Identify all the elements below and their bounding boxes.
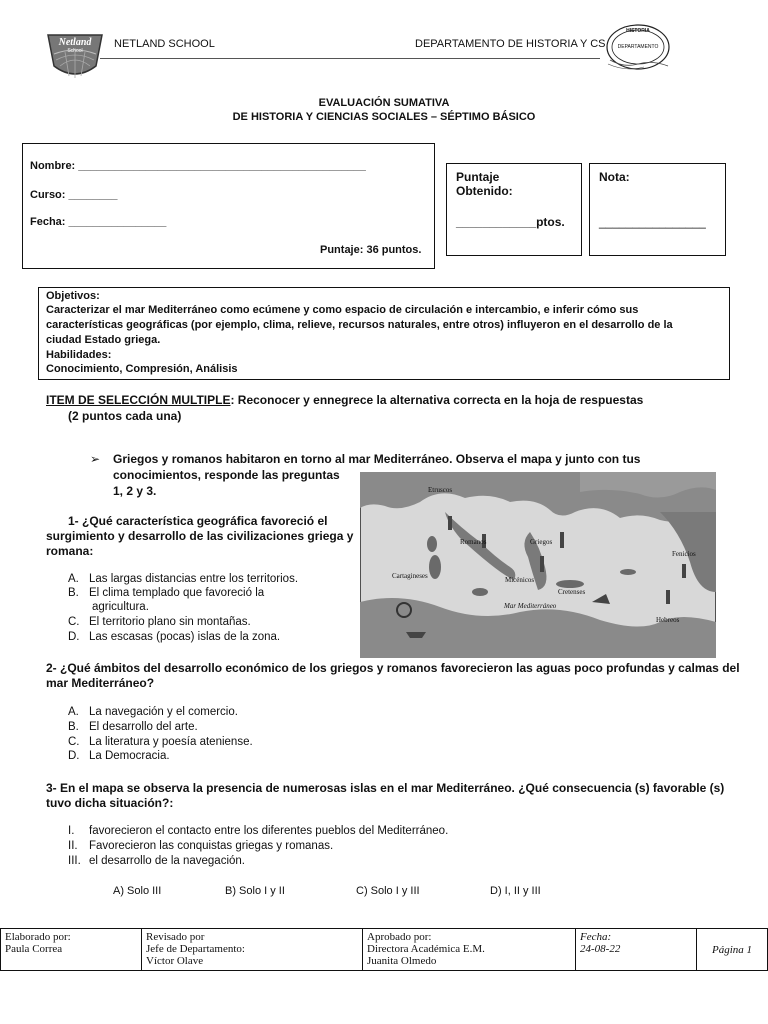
option-text: La literatura y poesía ateniense. [89,736,253,748]
grade-blank[interactable]: ________________ [599,215,706,229]
map-label-cartagineses: Cartagineses [392,572,428,580]
intro-line1: Griegos y romanos habitaron en torno al mar Mediterráneo. Observa el mapa y junto con tus [113,452,641,466]
elaborated-cell [1,929,142,971]
section-points: (2 puntos cada una) [68,409,182,423]
approved-name: Juanita Olmedo [367,955,437,967]
approved-role: Directora Académica E.M. [367,943,485,955]
option-text: La navegación y el comercio. [89,706,238,718]
exam-title-line1: EVALUACIÓN SUMATIVA [318,97,450,109]
objectives-line1: Caracterizar el mar Mediterráneo como ecúmene y como espacio de circulación e intercambio, e inferir cómo sus [46,304,639,316]
approval-footer [0,928,768,971]
q2-line2: mar Mediterráneo? [46,676,155,690]
name-field[interactable]: Nombre: _______________________________________________ [30,160,366,172]
section-title: ITEM DE SELECCIÓN MULTIPLE [46,393,231,407]
exam-title-line2: DE HISTORIA Y CIENCIAS SOCIALES – SÉPTIMO BÁSICO [232,111,536,123]
option-key: C. [68,736,80,748]
q1-line3: romana: [46,544,94,558]
logo-subtext: School [67,48,83,54]
option-text: El territorio plano sin montañas. [89,616,251,628]
map-label-mar-mediterraneo: Mar Mediterráneo [504,602,557,610]
q3-line2: tuvo dicha situación?: [46,796,174,810]
q1-line1: 1- ¿Qué característica geográfica favoreció el [68,514,328,528]
date-label: Fecha: [580,931,612,943]
approved-cell [363,929,576,971]
score-label-1: Puntaje [456,170,500,184]
option-text: El clima templado que favoreció la [89,587,265,599]
logo-text: Netland [58,37,92,48]
school-name: NETLAND SCHOOL [114,38,215,50]
total-points: Puntaje: 36 puntos. [320,244,422,256]
statement-text: favorecieron el contacto entre los diferentes pueblos del Mediterráneo. [89,825,449,837]
map-graphic [360,472,716,658]
statement-key: I. [68,825,75,837]
reviewed-label: Revisado por [146,931,205,943]
course-field[interactable]: Curso: ________ [30,189,118,201]
date-field[interactable]: Fecha: ________________ [30,216,167,228]
option-text: agricultura. [92,601,149,613]
mediterranean-map [360,472,716,658]
seal-middle-text: DEPARTAMENTO [617,44,659,50]
statement-key: III. [68,855,81,867]
option-key: D. [68,631,80,643]
seal-top-text: HISTORIA [626,28,650,34]
reviewed-cell [142,929,363,971]
school-logo [46,32,104,82]
option-text: La Democracia. [89,750,170,762]
elaborated-label: Elaborado por: [5,931,71,943]
reviewed-name: Víctor Olave [146,955,204,967]
q3-answer-b[interactable]: B) Solo I y II [225,885,285,897]
q3-line1: 3- En el mapa se observa la presencia de numerosas islas en el mar Mediterráneo. ¿Qué consecuencia (s) favorable (s) [46,781,725,795]
department-seal [604,22,672,72]
map-label-romanos: Romanos [460,538,487,546]
map-label-etruscos: Etruscos [428,486,453,494]
section-heading [46,393,643,407]
statement-text: Favorecieron las conquistas griegas y romanas. [89,840,334,852]
header-divider [100,58,600,59]
page-cell [697,929,768,971]
q1-line2: surgimiento y desarrollo de las civilizaciones griega y [46,529,354,543]
map-label-cretenses: Cretenses [558,588,586,596]
objectives-line2: características geográficas (por ejemplo, clima, relieve, recursos naturales, entre otros) influyeron en el desarrollo de la [46,319,673,331]
objectives-line3: ciudad Estado griega. [46,334,161,346]
option-key: B. [68,721,79,733]
option-key: B. [68,587,79,599]
option-text: El desarrollo del arte. [89,721,198,733]
date-cell [576,929,697,971]
option-text: Las escasas (pocas) islas de la zona. [89,631,281,643]
objectives-heading: Objetivos: [46,290,100,302]
intro-bullet-icon: ➢ [90,452,101,466]
date-value: 24-08-22 [580,943,621,955]
department-name: DEPARTAMENTO DE HISTORIA Y CS. [415,38,609,50]
q2-line1: 2- ¿Qué ámbitos del desarrollo económico de los griegos y romanos favorecieron las aguas poco profundas y calmas del [46,661,740,675]
statement-text: el desarrollo de la navegación. [89,855,245,867]
option-key: D. [68,750,80,762]
grade-label: Nota: [599,170,630,184]
score-blank[interactable]: ____________ptos. [456,215,565,229]
map-label-hebreos: Hebreos [656,616,680,624]
intro-line3: 1, 2 y 3. [113,484,157,498]
statement-key: II. [68,840,78,852]
map-label-micenicos: Micénicos [505,576,535,584]
map-label-fenicios: Fenicios [672,550,696,558]
q3-answer-a[interactable]: A) Solo III [113,885,162,897]
q3-answer-d[interactable]: D) I, II y III [490,885,541,897]
elaborated-name: Paula Correa [5,943,63,955]
approved-label: Aprobado por: [367,931,432,943]
option-key: C. [68,616,80,628]
reviewed-role: Jefe de Departamento: [146,943,245,955]
intro-line2: conocimientos, responde las preguntas [113,468,340,482]
section-instruction: : Reconocer y ennegrece la alternativa correcta en la hoja de respuestas [230,393,644,407]
map-label-griegos: Griegos [530,538,553,546]
q3-answer-c[interactable]: C) Solo I y III [356,885,420,897]
option-text: Las largas distancias entre los territorios. [89,573,299,585]
page-number: Página 1 [711,943,753,956]
option-key: A. [68,573,79,585]
option-key: A. [68,706,79,718]
score-label-2: Obtenido: [456,184,513,198]
skills-text: Conocimiento, Compresión, Análisis [46,363,238,375]
skills-heading: Habilidades: [46,349,112,361]
